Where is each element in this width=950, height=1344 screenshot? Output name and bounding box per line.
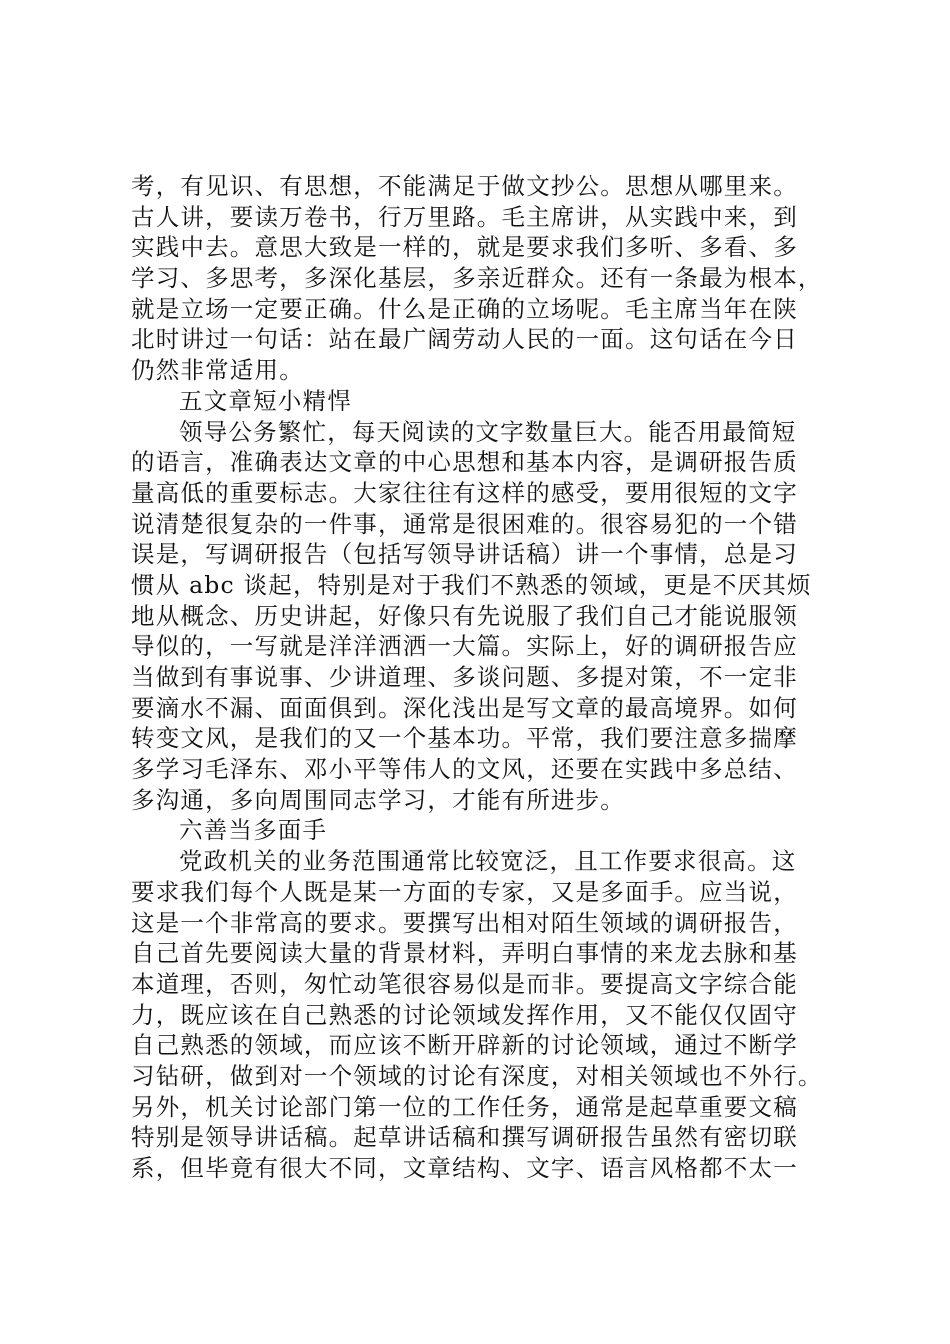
- text-line: 学习、多思考，多深化基层，多亲近群众。还有一条最为根本，: [131, 264, 823, 293]
- text-line: 多沟通，多向周围同志学习，才能有所进步。: [131, 785, 625, 814]
- text-line: 力，既应该在自己熟悉的讨论领域发挥作用，又不能仅仅固守: [131, 1000, 798, 1029]
- paragraph: [131, 171, 831, 386]
- text-line: 当做到有事说事、少讲道理、多谈问题、多提对策，不一定非: [131, 663, 798, 691]
- text-line: 自己熟悉的领域，而应该不断开辟新的讨论领域，通过不断学: [131, 1031, 798, 1060]
- text-line: 转变文风，是我们的又一个基本功。平常，我们要注意多揣摩: [131, 724, 798, 753]
- text-line: 就是立场一定要正确。什么是正确的立场呢。毛主席当年在陕: [131, 294, 798, 323]
- text-line: 实践中去。意思大致是一样的，就是要求我们多听、多看、多: [131, 233, 798, 262]
- text-line: 系，但毕竟有很大不同，文章结构、文字、语言风格都不太一: [131, 1154, 798, 1182]
- paragraph: [131, 846, 831, 1184]
- text-line: 党政机关的业务范围通常比较宽泛，且工作要求很高。这: [179, 847, 797, 876]
- text-line: 古人讲，要读万卷书，行万里路。毛主席讲，从实践中来，到: [131, 202, 798, 231]
- text-line: 惯从 abc 谈起，特别是对于我们不熟悉的领域，更是不厌其烦: [131, 570, 812, 599]
- text-line: 六善当多面手: [179, 816, 328, 845]
- text-line: 习钻研，做到对一个领域的讨论有深度，对相关领域也不外行。: [131, 1061, 823, 1090]
- section-heading: [131, 815, 831, 846]
- text-line: 领导公务繁忙，每天阅读的文字数量巨大。能否用最简短: [179, 417, 797, 446]
- text-line: 本道理，否则，匆忙动笔很容易似是而非。要提高文字综合能: [131, 969, 798, 998]
- text-line: 五文章短小精悍: [179, 386, 352, 415]
- text-line: 导似的，一写就是洋洋洒洒一大篇。实际上，好的调研报告应: [131, 632, 798, 661]
- text-line: 这是一个非常高的要求。要撰写出相对陌生领域的调研报告，: [131, 908, 798, 937]
- text-line: 说清楚很复杂的一件事，通常是很困难的。很容易犯的一个错: [131, 509, 798, 538]
- text-line: 多学习毛泽东、邓小平等伟人的文风，还要在实践中多总结、: [131, 755, 798, 784]
- text-line: 要求我们每个人既是某一方面的专家，又是多面手。应当说，: [131, 877, 798, 906]
- text-line: 要滴水不漏、面面俱到。深化浅出是写文章的最高境界。如何: [131, 693, 798, 722]
- text-line: 考，有见识、有思想，不能满足于做文抄公。思想从哪里来。: [131, 172, 798, 200]
- text-line: 量高低的重要标志。大家往往有这样的感受，要用很短的文字: [131, 478, 798, 507]
- text-line: 误是，写调研报告（包括写领导讲话稿）讲一个事情，总是习: [131, 540, 798, 569]
- document-body: [131, 171, 831, 1184]
- paragraph: [131, 417, 831, 816]
- text-line: 的语言，准确表达文章的中心思想和基本内容，是调研报告质: [131, 448, 798, 477]
- text-line: 自己首先要阅读大量的背景材料，弄明白事情的来龙去脉和基: [131, 939, 798, 968]
- text-line: 另外，机关讨论部门第一位的工作任务，通常是起草重要文稿: [131, 1092, 798, 1121]
- text-line: 地从概念、历史讲起，好像只有先说服了我们自己才能说服领: [131, 601, 798, 630]
- text-line: 特别是领导讲话稿。起草讲话稿和撰写调研报告虽然有密切联: [131, 1123, 798, 1152]
- text-line: 仍然非常适用。: [131, 356, 304, 385]
- text-line: 北时讲过一句话：站在最广阔劳动人民的一面。这句话在今日: [131, 325, 798, 354]
- section-heading: [131, 386, 831, 417]
